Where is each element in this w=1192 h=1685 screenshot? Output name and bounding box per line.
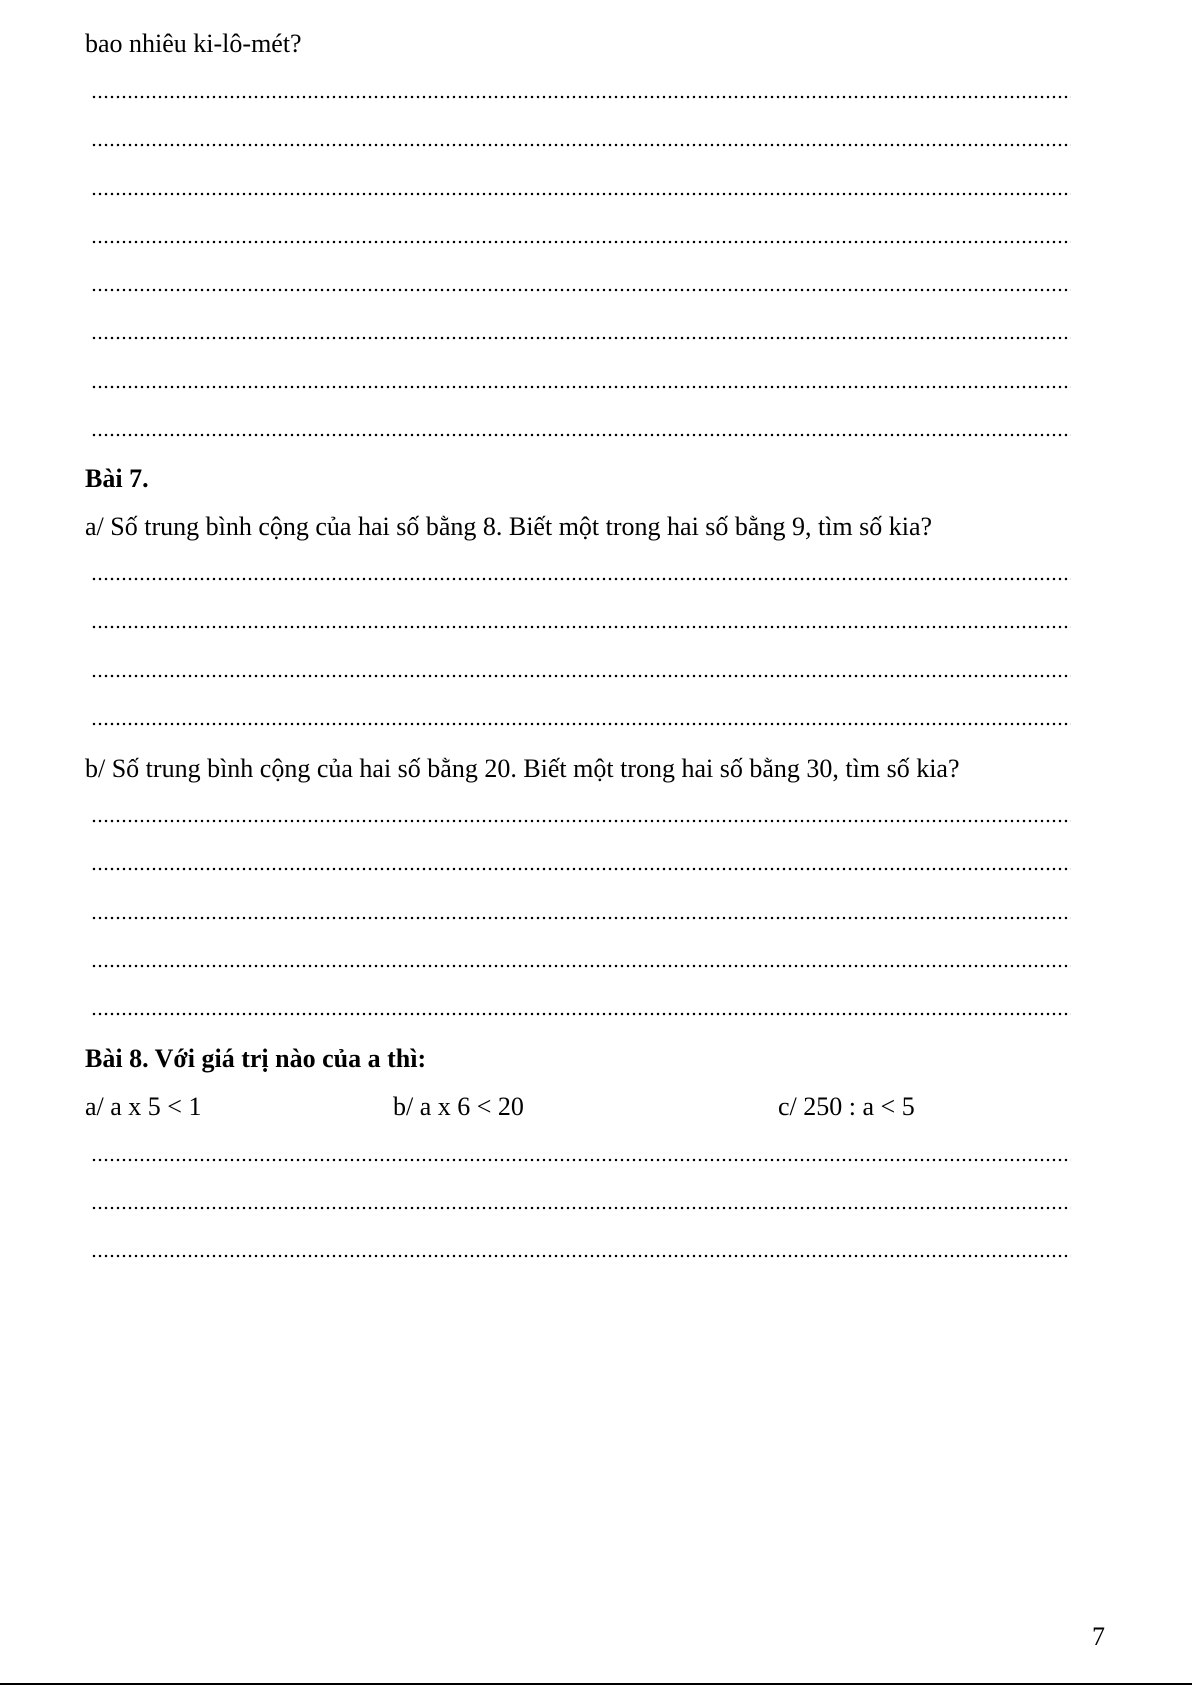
answer-dotted-line[interactable] [91,335,1071,341]
answer-dotted-line[interactable] [91,576,1071,582]
answer-dotted-line[interactable] [91,673,1071,679]
answer-dotted-line[interactable] [91,866,1071,872]
answer-dotted-line[interactable] [91,142,1071,148]
exercise-heading-bai8: Bài 8. Với giá trị nào của a thì: [85,1044,427,1073]
answer-dotted-line[interactable] [91,1157,1071,1163]
answer-dotted-line[interactable] [91,384,1071,390]
answer-dotted-line[interactable] [91,1011,1071,1017]
answer-dotted-line[interactable] [91,432,1071,438]
answer-dotted-line[interactable] [91,915,1071,921]
answer-dotted-line[interactable] [91,1205,1071,1211]
answer-dotted-line[interactable] [91,721,1071,727]
answer-dotted-line[interactable] [91,963,1071,969]
exercise-bai7-part-a: a/ Số trung bình cộng của hai số bằng 8. Biết một trong hai số bằng 9, tìm số kia? [85,512,933,541]
question-continuation: bao nhiêu ki-lô-mét? [85,29,302,58]
exercise-bai8-item-c: c/ 250 : a < 5 [778,1092,915,1121]
answer-dotted-line[interactable] [91,287,1071,293]
exercise-heading-bai7: Bài 7. [85,464,149,493]
answer-dotted-line[interactable] [91,239,1071,245]
exercise-bai7-part-b: b/ Số trung bình cộng của hai số bằng 20. Biết một trong hai số bằng 30, tìm số kia? [85,754,960,783]
answer-dotted-line[interactable] [91,818,1071,824]
answer-dotted-line[interactable] [91,1253,1071,1259]
page-number: 7 [1092,1622,1105,1651]
exercise-bai8-item-a: a/ a x 5 < 1 [85,1092,202,1121]
answer-dotted-line[interactable] [91,191,1071,197]
answer-dotted-line[interactable] [91,94,1071,100]
exercise-bai8-item-b: b/ a x 6 < 20 [393,1092,524,1121]
answer-dotted-line[interactable] [91,624,1071,630]
